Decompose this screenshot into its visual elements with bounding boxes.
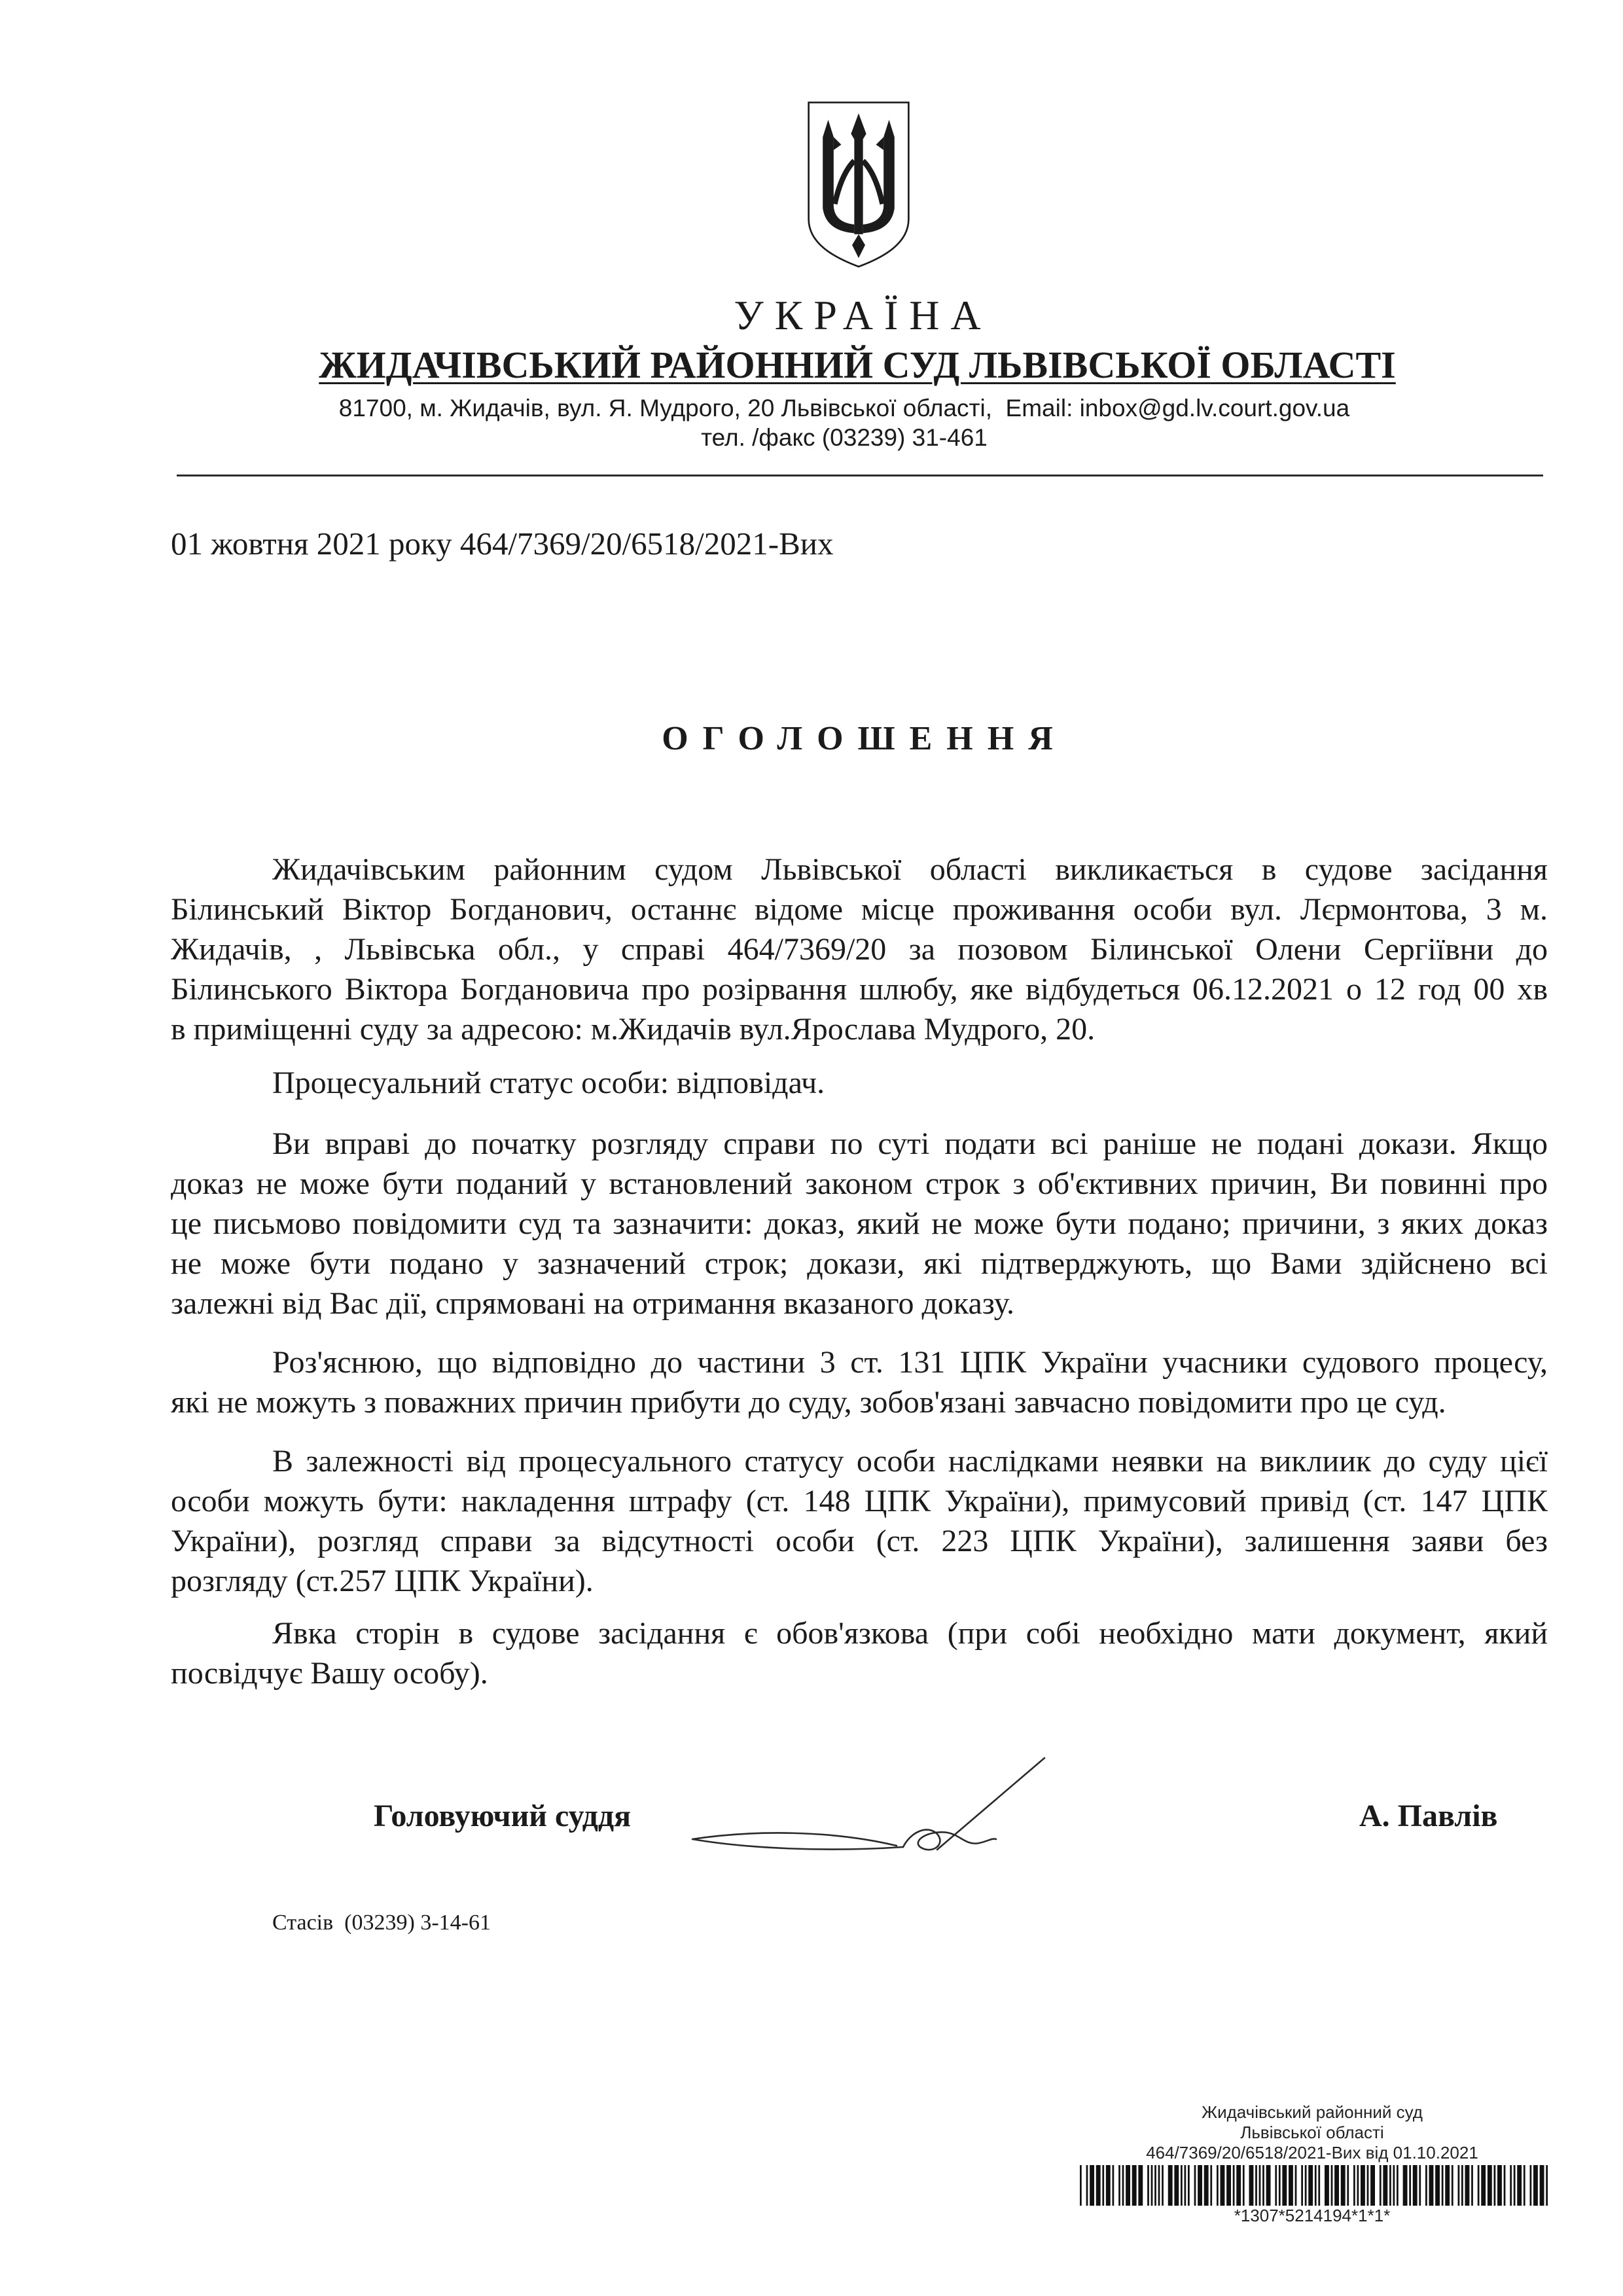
barcode-bar (1393, 2165, 1395, 2206)
barcode-bar (1510, 2165, 1512, 2206)
barcode-bar (1262, 2165, 1264, 2206)
barcode-bar (1113, 2165, 1115, 2206)
stamp-region: Львівської області (1240, 2123, 1384, 2142)
barcode-bar (1168, 2165, 1173, 2206)
barcode-bar (1194, 2165, 1196, 2206)
judge-name: А. Павлів (1359, 1799, 1498, 1833)
barcode-bar (1413, 2165, 1418, 2206)
coat-of-arms-icon (804, 98, 913, 271)
stamp-reference: 464/7369/20/6518/2021-Вих від 01.10.2021 (1146, 2143, 1478, 2162)
barcode-bar (1217, 2165, 1219, 2206)
text-line: Роз'яснюю, що відповідно до частини 3 ст. 131 ЦПК України учасники судового процесу, (272, 1345, 1548, 1380)
barcode-bar (1118, 2165, 1120, 2206)
barcode-bar (1471, 2165, 1473, 2206)
court-name: ЖИДАЧІВСЬКИЙ РАЙОННИЙ СУД ЛЬВІВСЬКОЇ ОБЛАСТІ (319, 344, 1396, 386)
barcode-bar (1383, 2165, 1387, 2206)
barcode-bar (1174, 2165, 1179, 2206)
barcode-bar (1096, 2165, 1101, 2206)
barcode-bar (1305, 2165, 1307, 2206)
barcode-bar (1341, 2165, 1346, 2206)
barcode-bar (1361, 2165, 1365, 2206)
text-line: не може бути подано у зазначений строк; докази, які підтверджують, що Вами здійснено всі (171, 1246, 1548, 1281)
barcode-bar (1347, 2165, 1349, 2206)
barcode-bar (1233, 2165, 1235, 2206)
barcode-bar (1154, 2165, 1156, 2206)
barcode-bar (1530, 2165, 1532, 2206)
barcode-bar (1102, 2165, 1104, 2206)
barcode-bar (1221, 2165, 1225, 2206)
barcode-bar (1370, 2165, 1375, 2206)
barcode-bar (1318, 2165, 1320, 2206)
text-line: Явка сторін в судове засідання є обов'язкова (при собі необхідно мати документ, який (272, 1616, 1548, 1651)
barcode-bar (1497, 2165, 1502, 2206)
barcode-bar (1325, 2165, 1329, 2206)
barcode-bar (1409, 2165, 1411, 2206)
barcode-bar (1126, 2165, 1130, 2206)
barcode-bar (1198, 2165, 1202, 2206)
text-line: Жидачів, , Львівська обл., у справі 464/7369/20 за позовом Білинської Олени Сергіївни до (171, 932, 1548, 967)
barcode-bar (1367, 2165, 1369, 2206)
barcode-bar (1122, 2165, 1124, 2206)
barcode-bar (1425, 2165, 1427, 2206)
barcode-bar (1275, 2165, 1277, 2206)
barcode-bar (1255, 2165, 1257, 2206)
barcode-bar (1282, 2165, 1287, 2206)
barcode-bar (1478, 2165, 1480, 2206)
barcode-bar (1389, 2165, 1391, 2206)
barcode-bar (1533, 2165, 1538, 2206)
barcode-bar (1334, 2165, 1339, 2206)
paragraph-status (171, 1063, 1548, 1103)
barcode-bar (1259, 2165, 1261, 2206)
barcode-bar (1185, 2165, 1186, 2206)
text-line: посвідчує Вашу особу). (171, 1656, 488, 1691)
barcode-bar (1315, 2165, 1317, 2206)
text-line: які не можуть з поважних причин прибути до суду, зобов'язані завчасно повідомити про це суд. (171, 1385, 1446, 1420)
barcode-bar (1106, 2165, 1111, 2206)
barcode-bar (1442, 2165, 1444, 2206)
barcode-bar (1403, 2165, 1408, 2206)
barcode-bar (1429, 2165, 1434, 2206)
paragraph-consequences (171, 1441, 1548, 1601)
barcode-bar (1080, 2165, 1082, 2206)
paragraph-evidence (171, 1124, 1548, 1323)
text-line: Білинського Віктора Богдановича про розірвання шлюбу, яке відбудеться 06.12.2021 о 12 год 00 хв (171, 972, 1548, 1007)
barcode-bar (1524, 2165, 1525, 2206)
text-line: Процесуальний статус особи: відповідач. (272, 1066, 825, 1100)
paragraph-summons (171, 850, 1548, 1049)
barcode-bar (1540, 2165, 1544, 2206)
barcode-bar (1188, 2165, 1190, 2206)
barcode-bar (1514, 2165, 1516, 2206)
barcode-bar (1086, 2165, 1088, 2206)
barcode-bar (1243, 2165, 1245, 2206)
barcode-text: *1307*5214194*1*1* (1234, 2206, 1391, 2225)
stamp-court: Жидачівський районний суд (1202, 2102, 1423, 2122)
barcode-bar (1397, 2165, 1399, 2206)
barcode-bar (1295, 2165, 1297, 2206)
text-line: це письмово повідомити суд та зазначити: доказ, який не може бути подано; причини, з яких доказ (171, 1206, 1548, 1241)
judge-title: Головуючий суддя (374, 1799, 632, 1833)
barcode-bar (1204, 2165, 1209, 2206)
barcode-bar (1461, 2165, 1463, 2206)
text-line: Жидачівським районним судом Львівської області викликається в судове засідання (272, 852, 1548, 887)
barcode-bar (1210, 2165, 1212, 2206)
text-line: доказ не може бути поданий у встановлений законом строк з об'єктивних причин, Ви повинні про (171, 1166, 1548, 1201)
court-phone: тел. /факс (03239) 31-461 (701, 424, 988, 451)
barcode-bar (1289, 2165, 1293, 2206)
barcode-bar (1138, 2165, 1143, 2206)
registration-stamp (1060, 2102, 1564, 2226)
handwritten-signature (681, 1748, 1060, 1865)
barcode-bar (1236, 2165, 1241, 2206)
barcode-bar (1458, 2165, 1460, 2206)
barcode-bar (1181, 2165, 1183, 2206)
barcode-bar (1488, 2165, 1492, 2206)
country-name: УКРАЇНА (734, 292, 992, 338)
barcode-bar (1162, 2165, 1164, 2206)
header-divider (177, 475, 1543, 476)
barcode-bar (1266, 2165, 1271, 2206)
barcode-bar (1465, 2165, 1470, 2206)
text-line: залежні від Вас дії, спрямовані на отримання вказаного доказу. (171, 1286, 1014, 1321)
barcode-bar (1481, 2165, 1486, 2206)
court-address: 81700, м. Жидачів, вул. Я. Мудрого, 20 Львівської області, Email: inbox@gd.lv.court.gov.ua (338, 395, 1350, 422)
barcode-bar (1132, 2165, 1137, 2206)
barcode-bar (1147, 2165, 1149, 2206)
barcode-bar (1308, 2165, 1313, 2206)
barcode-bar (1445, 2165, 1450, 2206)
barcode-bar (1419, 2165, 1421, 2206)
text-line: особи можуть бути: накладення штрафу (ст. 148 ЦПК України), примусовий привід (ст. 147 ЦПК (171, 1484, 1548, 1518)
paragraph-attendance (171, 1613, 1548, 1693)
barcode-bar (1546, 2165, 1548, 2206)
barcode-bar (1279, 2165, 1281, 2206)
barcode-bar (1331, 2165, 1333, 2206)
barcode (1080, 2165, 1548, 2206)
barcode-bar (1504, 2165, 1506, 2206)
document-date-number: 01 жовтня 2021 року 464/7369/20/6518/2021-Вих (171, 526, 834, 562)
barcode-bar (1090, 2165, 1094, 2206)
executor-contact: Стасів (03239) 3-14-61 (272, 1910, 491, 1935)
paragraph-notice (171, 1342, 1548, 1422)
barcode-bar (1301, 2165, 1303, 2206)
barcode-bar (1435, 2165, 1440, 2206)
barcode-bar (1452, 2165, 1454, 2206)
barcode-bar (1158, 2165, 1160, 2206)
barcode-bar (1380, 2165, 1382, 2206)
text-line: В залежності від процесуального статусу особи наслідками неявки на виклиик до суду цієї (272, 1444, 1548, 1479)
text-line: розгляду (ст.257 ЦПК України). (171, 1564, 594, 1598)
text-line: в приміщенні суду за адресою: м.Жидачів вул.Ярослава Мудрого, 20. (171, 1012, 1096, 1047)
barcode-bar (1357, 2165, 1359, 2206)
document-title: ОГОЛОШЕННЯ (662, 720, 1067, 757)
text-line: Ви вправі до початку розгляду справи по суті подати всі раніше не подані докази. Якщо (272, 1126, 1548, 1161)
barcode-bar (1517, 2165, 1522, 2206)
barcode-bar (1226, 2165, 1231, 2206)
barcode-bar (1151, 2165, 1153, 2206)
text-line: Білинський Віктор Богданович, останнє відоме місце проживання особи вул. Лєрмонтова, 3 м. (171, 892, 1548, 927)
barcode-bar (1249, 2165, 1254, 2206)
barcode-bar (1353, 2165, 1355, 2206)
barcode-bar (1494, 2165, 1496, 2206)
text-line: України), розгляд справи за відсутності особи (ст. 223 ЦПК України), залишення заяви без (171, 1524, 1548, 1558)
